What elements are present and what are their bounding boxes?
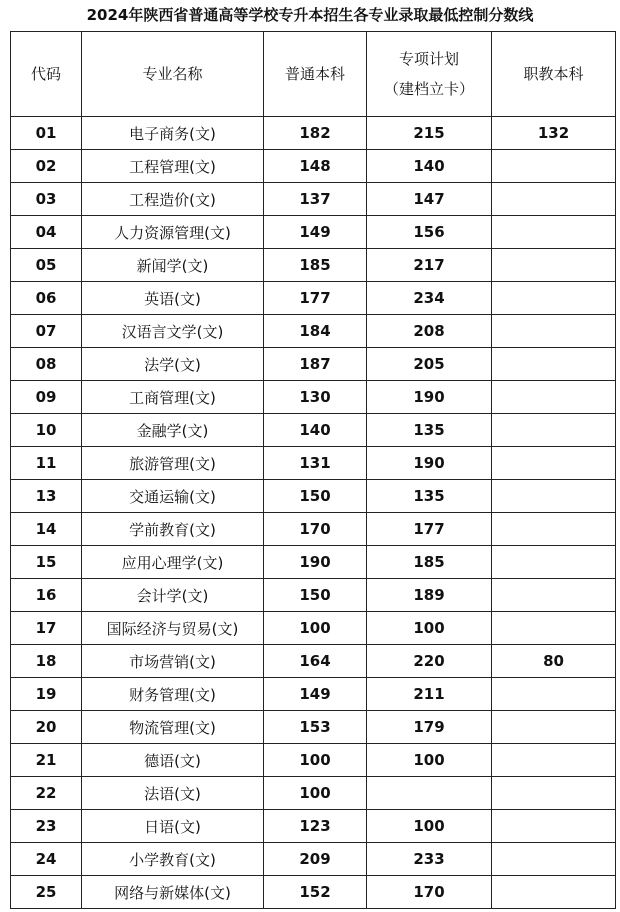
major-cell: 电子商务(文) (82, 117, 264, 150)
vocational-score-cell (492, 810, 616, 843)
special-score-cell: 220 (367, 645, 492, 678)
general-score-cell: 123 (264, 810, 367, 843)
header-code: 代码 (11, 32, 82, 117)
table-row (11, 744, 616, 777)
header-special-line1: 专项计划 (398, 50, 459, 68)
code-cell: 06 (11, 282, 82, 315)
table-row (11, 150, 616, 183)
code-cell: 05 (11, 249, 82, 282)
special-score-cell: 140 (367, 150, 492, 183)
code-cell: 13 (11, 480, 82, 513)
code-cell: 02 (11, 150, 82, 183)
code-cell: 24 (11, 843, 82, 876)
vocational-score-cell (492, 579, 616, 612)
major-cell: 交通运输(文) (82, 480, 264, 513)
major-cell: 法语(文) (82, 777, 264, 810)
header-special-line2: （建档立卡） (383, 80, 474, 98)
code-cell: 25 (11, 876, 82, 909)
major-cell: 工程管理(文) (82, 150, 264, 183)
major-cell: 德语(文) (82, 744, 264, 777)
table-row (11, 579, 616, 612)
table-row (11, 183, 616, 216)
table-row (11, 678, 616, 711)
special-score-cell: 156 (367, 216, 492, 249)
major-cell: 汉语言文学(文) (82, 315, 264, 348)
major-cell: 英语(文) (82, 282, 264, 315)
vocational-score-cell (492, 876, 616, 909)
major-cell: 小学教育(文) (82, 843, 264, 876)
code-cell: 18 (11, 645, 82, 678)
vocational-score-cell (492, 711, 616, 744)
general-score-cell: 130 (264, 381, 367, 414)
vocational-score-cell: 80 (492, 645, 616, 678)
vocational-score-cell (492, 777, 616, 810)
general-score-cell: 100 (264, 777, 367, 810)
major-cell: 旅游管理(文) (82, 447, 264, 480)
vocational-score-cell: 132 (492, 117, 616, 150)
header-vocational: 职教本科 (492, 32, 616, 117)
general-score-cell: 187 (264, 348, 367, 381)
general-score-cell: 182 (264, 117, 367, 150)
header-general: 普通本科 (264, 32, 367, 117)
special-score-cell: 215 (367, 117, 492, 150)
general-score-cell: 150 (264, 480, 367, 513)
major-cell: 人力资源管理(文) (82, 216, 264, 249)
special-score-cell: 234 (367, 282, 492, 315)
table-row (11, 612, 616, 645)
vocational-score-cell (492, 381, 616, 414)
major-cell: 国际经济与贸易(文) (82, 612, 264, 645)
table-row (11, 282, 616, 315)
vocational-score-cell (492, 513, 616, 546)
general-score-cell: 148 (264, 150, 367, 183)
table-row (11, 810, 616, 843)
special-score-cell: 189 (367, 579, 492, 612)
special-score-cell: 170 (367, 876, 492, 909)
general-score-cell: 137 (264, 183, 367, 216)
vocational-score-cell (492, 414, 616, 447)
code-cell: 07 (11, 315, 82, 348)
code-cell: 22 (11, 777, 82, 810)
code-cell: 17 (11, 612, 82, 645)
code-cell: 01 (11, 117, 82, 150)
special-score-cell: 185 (367, 546, 492, 579)
major-cell: 学前教育(文) (82, 513, 264, 546)
table-header-row (11, 32, 616, 117)
table-row (11, 315, 616, 348)
special-score-cell: 205 (367, 348, 492, 381)
major-cell: 工程造价(文) (82, 183, 264, 216)
special-score-cell: 100 (367, 810, 492, 843)
major-cell: 工商管理(文) (82, 381, 264, 414)
special-score-cell (367, 777, 492, 810)
special-score-cell: 217 (367, 249, 492, 282)
special-score-cell: 190 (367, 447, 492, 480)
header-major: 专业名称 (82, 32, 264, 117)
vocational-score-cell (492, 150, 616, 183)
vocational-score-cell (492, 348, 616, 381)
table-row (11, 843, 616, 876)
document-title: 2024年陕西省普通高等学校专升本招生各专业录取最低控制分数线 (86, 6, 534, 24)
major-cell: 日语(文) (82, 810, 264, 843)
code-cell: 20 (11, 711, 82, 744)
vocational-score-cell (492, 612, 616, 645)
major-cell: 物流管理(文) (82, 711, 264, 744)
code-cell: 16 (11, 579, 82, 612)
general-score-cell: 153 (264, 711, 367, 744)
code-cell: 23 (11, 810, 82, 843)
special-score-cell: 147 (367, 183, 492, 216)
special-score-cell: 100 (367, 744, 492, 777)
table-row (11, 711, 616, 744)
major-cell: 应用心理学(文) (82, 546, 264, 579)
major-cell: 法学(文) (82, 348, 264, 381)
special-score-cell: 100 (367, 612, 492, 645)
vocational-score-cell (492, 744, 616, 777)
general-score-cell: 184 (264, 315, 367, 348)
general-score-cell: 150 (264, 579, 367, 612)
table-row (11, 546, 616, 579)
vocational-score-cell (492, 183, 616, 216)
table-row (11, 249, 616, 282)
table-body (11, 117, 616, 909)
table-row (11, 447, 616, 480)
major-cell: 市场营销(文) (82, 645, 264, 678)
major-cell: 会计学(文) (82, 579, 264, 612)
code-cell: 10 (11, 414, 82, 447)
general-score-cell: 149 (264, 678, 367, 711)
general-score-cell: 185 (264, 249, 367, 282)
header-special (367, 32, 492, 117)
table-row (11, 480, 616, 513)
major-cell: 金融学(文) (82, 414, 264, 447)
table-row (11, 777, 616, 810)
general-score-cell: 140 (264, 414, 367, 447)
table-row (11, 381, 616, 414)
special-score-cell: 233 (367, 843, 492, 876)
general-score-cell: 152 (264, 876, 367, 909)
special-score-cell: 135 (367, 480, 492, 513)
general-score-cell: 100 (264, 744, 367, 777)
general-score-cell: 131 (264, 447, 367, 480)
code-cell: 03 (11, 183, 82, 216)
major-cell: 新闻学(文) (82, 249, 264, 282)
table-row (11, 513, 616, 546)
table-row (11, 216, 616, 249)
special-score-cell: 190 (367, 381, 492, 414)
vocational-score-cell (492, 546, 616, 579)
vocational-score-cell (492, 843, 616, 876)
special-score-cell: 211 (367, 678, 492, 711)
special-score-cell: 177 (367, 513, 492, 546)
vocational-score-cell (492, 480, 616, 513)
vocational-score-cell (492, 216, 616, 249)
general-score-cell: 149 (264, 216, 367, 249)
general-score-cell: 100 (264, 612, 367, 645)
table-row (11, 414, 616, 447)
vocational-score-cell (492, 447, 616, 480)
vocational-score-cell (492, 315, 616, 348)
general-score-cell: 164 (264, 645, 367, 678)
table-row (11, 876, 616, 909)
code-cell: 04 (11, 216, 82, 249)
vocational-score-cell (492, 249, 616, 282)
code-cell: 15 (11, 546, 82, 579)
table-row (11, 117, 616, 150)
score-table (10, 31, 616, 909)
code-cell: 21 (11, 744, 82, 777)
code-cell: 11 (11, 447, 82, 480)
major-cell: 网络与新媒体(文) (82, 876, 264, 909)
code-cell: 08 (11, 348, 82, 381)
table-row (11, 348, 616, 381)
code-cell: 09 (11, 381, 82, 414)
general-score-cell: 177 (264, 282, 367, 315)
table-row (11, 645, 616, 678)
major-cell: 财务管理(文) (82, 678, 264, 711)
vocational-score-cell (492, 282, 616, 315)
special-score-cell: 208 (367, 315, 492, 348)
code-cell: 19 (11, 678, 82, 711)
general-score-cell: 190 (264, 546, 367, 579)
special-score-cell: 179 (367, 711, 492, 744)
general-score-cell: 209 (264, 843, 367, 876)
vocational-score-cell (492, 678, 616, 711)
general-score-cell: 170 (264, 513, 367, 546)
code-cell: 14 (11, 513, 82, 546)
special-score-cell: 135 (367, 414, 492, 447)
